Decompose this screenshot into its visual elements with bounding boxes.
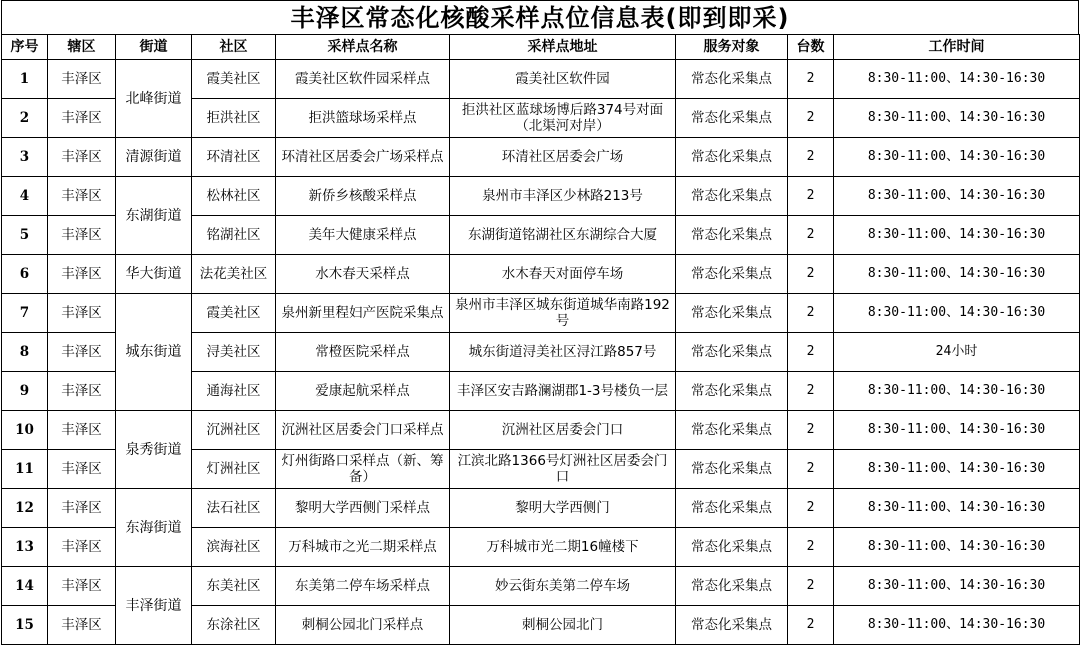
row-service: 常态化采集点 <box>676 99 788 138</box>
row-site-address: 万科城市光二期16幢楼下 <box>450 528 676 567</box>
row-count: 2 <box>788 99 834 138</box>
table-row <box>2 255 1080 294</box>
row-count: 2 <box>788 216 834 255</box>
row-site-name: 爱康起航采样点 <box>276 372 450 411</box>
row-count: 2 <box>788 138 834 177</box>
row-site-name: 美年大健康采样点 <box>276 216 450 255</box>
row-idx: 9 <box>2 372 48 411</box>
street-cell: 泉秀街道 <box>116 411 192 489</box>
row-district: 丰泽区 <box>48 216 116 255</box>
row-count: 2 <box>788 489 834 528</box>
street-cell: 北峰街道 <box>116 60 192 138</box>
row-hours: 8:30-11:00、14:30-16:30 <box>834 606 1080 645</box>
street-cell: 华大街道 <box>116 255 192 294</box>
row-district: 丰泽区 <box>48 333 116 372</box>
row-service: 常态化采集点 <box>676 294 788 333</box>
row-hours: 8:30-11:00、14:30-16:30 <box>834 138 1080 177</box>
street-cell: 东湖街道 <box>116 177 192 255</box>
row-count: 2 <box>788 294 834 333</box>
row-community: 东美社区 <box>192 567 276 606</box>
row-service: 常态化采集点 <box>676 606 788 645</box>
row-service: 常态化采集点 <box>676 216 788 255</box>
row-idx: 6 <box>2 255 48 294</box>
header-row <box>2 35 1080 60</box>
row-site-address: 泉州市丰泽区城东街道城华南路192号 <box>450 294 676 333</box>
street-cell: 东海街道 <box>116 489 192 567</box>
row-hours: 8:30-11:00、14:30-16:30 <box>834 216 1080 255</box>
row-district: 丰泽区 <box>48 372 116 411</box>
row-community: 东涂社区 <box>192 606 276 645</box>
row-site-name: 霞美社区软件园采样点 <box>276 60 450 99</box>
row-hours: 8:30-11:00、14:30-16:30 <box>834 177 1080 216</box>
row-district: 丰泽区 <box>48 99 116 138</box>
row-community: 灯洲社区 <box>192 450 276 489</box>
row-count: 2 <box>788 60 834 99</box>
row-site-address: 霞美社区软件园 <box>450 60 676 99</box>
street-cell: 清源街道 <box>116 138 192 177</box>
row-count: 2 <box>788 567 834 606</box>
row-district: 丰泽区 <box>48 606 116 645</box>
row-idx: 12 <box>2 489 48 528</box>
row-community: 霞美社区 <box>192 294 276 333</box>
row-hours: 8:30-11:00、14:30-16:30 <box>834 489 1080 528</box>
row-idx: 13 <box>2 528 48 567</box>
row-site-address: 拒洪社区蓝球场博后路374号对面（北渠河对岸） <box>450 99 676 138</box>
row-site-address: 丰泽区安吉路澜湖郡1-3号楼负一层 <box>450 372 676 411</box>
row-service: 常态化采集点 <box>676 567 788 606</box>
row-community: 沉洲社区 <box>192 411 276 450</box>
row-hours: 8:30-11:00、14:30-16:30 <box>834 411 1080 450</box>
row-district: 丰泽区 <box>48 411 116 450</box>
row-site-name: 沉洲社区居委会门口采样点 <box>276 411 450 450</box>
row-count: 2 <box>788 177 834 216</box>
row-count: 2 <box>788 528 834 567</box>
street-cell: 丰泽街道 <box>116 567 192 645</box>
row-district: 丰泽区 <box>48 294 116 333</box>
table-row <box>2 294 1080 333</box>
row-count: 2 <box>788 606 834 645</box>
table-row <box>2 177 1080 216</box>
row-idx: 8 <box>2 333 48 372</box>
row-site-name: 水木春天采样点 <box>276 255 450 294</box>
header-site-name: 采样点名称 <box>276 35 450 60</box>
row-service: 常态化采集点 <box>676 528 788 567</box>
row-district: 丰泽区 <box>48 567 116 606</box>
row-community: 环清社区 <box>192 138 276 177</box>
table-row <box>2 567 1080 606</box>
header-community: 社区 <box>192 35 276 60</box>
row-site-address: 刺桐公园北门 <box>450 606 676 645</box>
street-cell: 城东街道 <box>116 294 192 411</box>
row-district: 丰泽区 <box>48 60 116 99</box>
row-site-address: 黎明大学西侧门 <box>450 489 676 528</box>
row-idx: 4 <box>2 177 48 216</box>
row-community: 浔美社区 <box>192 333 276 372</box>
row-idx: 10 <box>2 411 48 450</box>
table-row <box>2 138 1080 177</box>
header-street: 街道 <box>116 35 192 60</box>
row-site-name: 黎明大学西侧门采样点 <box>276 489 450 528</box>
row-site-address: 城东街道浔美社区浔江路857号 <box>450 333 676 372</box>
row-site-address: 江滨北路1366号灯洲社区居委会门口 <box>450 450 676 489</box>
row-service: 常态化采集点 <box>676 60 788 99</box>
header-count: 台数 <box>788 35 834 60</box>
row-site-name: 泉州新里程妇产医院采集点 <box>276 294 450 333</box>
row-hours: 8:30-11:00、14:30-16:30 <box>834 255 1080 294</box>
row-hours: 8:30-11:00、14:30-16:30 <box>834 60 1080 99</box>
row-count: 2 <box>788 450 834 489</box>
row-community: 拒洪社区 <box>192 99 276 138</box>
row-community: 通海社区 <box>192 372 276 411</box>
row-district: 丰泽区 <box>48 138 116 177</box>
row-site-address: 东湖街道铭湖社区东湖综合大厦 <box>450 216 676 255</box>
row-site-name: 万科城市之光二期采样点 <box>276 528 450 567</box>
row-site-name: 东美第二停车场采样点 <box>276 567 450 606</box>
row-district: 丰泽区 <box>48 528 116 567</box>
row-idx: 5 <box>2 216 48 255</box>
row-idx: 3 <box>2 138 48 177</box>
row-site-address: 环清社区居委会广场 <box>450 138 676 177</box>
row-hours: 24小时 <box>834 333 1080 372</box>
header-site-address: 采样点地址 <box>450 35 676 60</box>
row-district: 丰泽区 <box>48 489 116 528</box>
row-service: 常态化采集点 <box>676 333 788 372</box>
row-hours: 8:30-11:00、14:30-16:30 <box>834 450 1080 489</box>
row-idx: 11 <box>2 450 48 489</box>
row-idx: 15 <box>2 606 48 645</box>
row-site-name: 灯州街路口采样点（新、筹备） <box>276 450 450 489</box>
row-site-address: 沉洲社区居委会门口 <box>450 411 676 450</box>
row-service: 常态化采集点 <box>676 138 788 177</box>
row-community: 霞美社区 <box>192 60 276 99</box>
row-district: 丰泽区 <box>48 450 116 489</box>
row-service: 常态化采集点 <box>676 177 788 216</box>
row-community: 滨海社区 <box>192 528 276 567</box>
header-hours: 工作时间 <box>834 35 1080 60</box>
row-hours: 8:30-11:00、14:30-16:30 <box>834 372 1080 411</box>
row-community: 法花美社区 <box>192 255 276 294</box>
row-idx: 2 <box>2 99 48 138</box>
row-service: 常态化采集点 <box>676 450 788 489</box>
row-idx: 14 <box>2 567 48 606</box>
row-service: 常态化采集点 <box>676 411 788 450</box>
row-site-name: 环清社区居委会广场采样点 <box>276 138 450 177</box>
header-idx: 序号 <box>2 35 48 60</box>
row-site-address: 妙云街东美第二停车场 <box>450 567 676 606</box>
sampling-sites-table <box>1 34 1080 645</box>
row-idx: 1 <box>2 60 48 99</box>
row-service: 常态化采集点 <box>676 489 788 528</box>
row-count: 2 <box>788 411 834 450</box>
table-row <box>2 411 1080 450</box>
sheet-title: 丰泽区常态化核酸采样点位信息表(即到即采) <box>1 0 1079 34</box>
row-site-name: 新侨乡核酸采样点 <box>276 177 450 216</box>
row-site-name: 刺桐公园北门采样点 <box>276 606 450 645</box>
row-district: 丰泽区 <box>48 255 116 294</box>
row-site-name: 常橙医院采样点 <box>276 333 450 372</box>
row-hours: 8:30-11:00、14:30-16:30 <box>834 294 1080 333</box>
header-service: 服务对象 <box>676 35 788 60</box>
row-site-address: 泉州市丰泽区少林路213号 <box>450 177 676 216</box>
row-district: 丰泽区 <box>48 177 116 216</box>
header-district: 辖区 <box>48 35 116 60</box>
row-hours: 8:30-11:00、14:30-16:30 <box>834 567 1080 606</box>
row-site-address: 水木春天对面停车场 <box>450 255 676 294</box>
row-idx: 7 <box>2 294 48 333</box>
row-service: 常态化采集点 <box>676 255 788 294</box>
row-hours: 8:30-11:00、14:30-16:30 <box>834 528 1080 567</box>
row-hours: 8:30-11:00、14:30-16:30 <box>834 99 1080 138</box>
row-count: 2 <box>788 255 834 294</box>
table-row <box>2 60 1080 99</box>
table-row <box>2 489 1080 528</box>
row-community: 铭湖社区 <box>192 216 276 255</box>
row-count: 2 <box>788 372 834 411</box>
row-community: 法石社区 <box>192 489 276 528</box>
row-count: 2 <box>788 333 834 372</box>
row-site-name: 拒洪篮球场采样点 <box>276 99 450 138</box>
row-community: 松林社区 <box>192 177 276 216</box>
row-service: 常态化采集点 <box>676 372 788 411</box>
